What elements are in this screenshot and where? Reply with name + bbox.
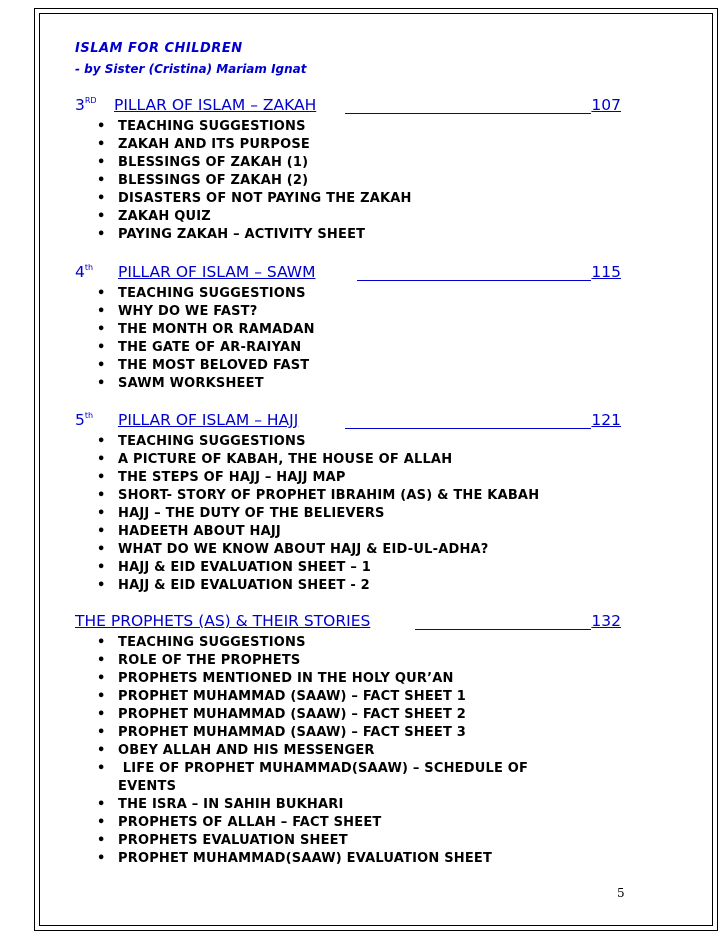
list-item: • HADEETH ABOUT HAJJ bbox=[97, 524, 281, 539]
list-item: • TEACHING SUGGESTIONS bbox=[97, 119, 306, 134]
list-item: • PROPHET MUHAMMAD (SAAW) – FACT SHEET 3 bbox=[97, 725, 467, 740]
section-title: PILLAR OF ISLAM – SAWM bbox=[118, 263, 316, 281]
leader-line bbox=[345, 113, 591, 114]
document-author: - by Sister (Cristina) Mariam Ignat bbox=[75, 62, 307, 76]
list-item: • BLESSINGS OF ZAKAH (2) bbox=[97, 173, 309, 188]
section-zakah bbox=[75, 96, 621, 244]
section-prophets bbox=[75, 612, 621, 868]
list-item: • TEACHING SUGGESTIONS bbox=[97, 286, 306, 301]
list-item: • PROPHETS EVALUATION SHEET bbox=[97, 833, 348, 848]
list-item: • SHORT- STORY OF PROPHET IBRAHIM (AS) & THE KABAH bbox=[97, 488, 540, 503]
list-item: • THE ISRA – IN SAHIH BUKHARI bbox=[97, 797, 344, 812]
section-number: 5th bbox=[75, 411, 94, 429]
list-item: • LIFE OF PROPHET MUHAMMAD(SAAW) – SCHEDULE OF EVENTS bbox=[97, 761, 533, 794]
section-hajj bbox=[75, 411, 621, 595]
list-item: • THE MONTH OR RAMADAN bbox=[97, 322, 315, 337]
list-item: • THE GATE OF AR-RAIYAN bbox=[97, 340, 302, 355]
list-item: • HAJJ – THE DUTY OF THE BELIEVERS bbox=[97, 506, 385, 521]
section-number: 4th bbox=[75, 263, 94, 281]
list-item: • TEACHING SUGGESTIONS bbox=[97, 635, 306, 650]
section-page-number: 132 bbox=[591, 612, 621, 630]
list-item: • ROLE OF THE PROPHETS bbox=[97, 653, 301, 668]
section-items bbox=[75, 433, 621, 595]
list-item: • PROPHETS MENTIONED IN THE HOLY QUR’AN bbox=[97, 671, 454, 686]
section-heading bbox=[75, 411, 621, 433]
section-number: 3RD bbox=[75, 96, 97, 114]
document-title: ISLAM FOR CHILDREN bbox=[75, 41, 243, 56]
list-item: • DISASTERS OF NOT PAYING THE ZAKAH bbox=[97, 191, 412, 206]
list-item: • ZAKAH AND ITS PURPOSE bbox=[97, 137, 310, 152]
section-title: PILLAR OF ISLAM – HAJJ bbox=[118, 411, 299, 429]
list-item: • PROPHET MUHAMMAD (SAAW) – FACT SHEET 2 bbox=[97, 707, 467, 722]
leader-line bbox=[357, 280, 591, 281]
section-items bbox=[75, 118, 621, 244]
list-item: • A PICTURE OF KABAH, THE HOUSE OF ALLAH bbox=[97, 452, 453, 467]
section-items bbox=[75, 634, 621, 868]
section-items bbox=[75, 285, 621, 393]
leader-line bbox=[345, 428, 591, 429]
list-item: • BLESSINGS OF ZAKAH (1) bbox=[97, 155, 309, 170]
list-item: • PROPHET MUHAMMAD(SAAW) EVALUATION SHEET bbox=[97, 851, 493, 866]
list-item: • TEACHING SUGGESTIONS bbox=[97, 434, 306, 449]
section-heading bbox=[75, 612, 621, 634]
list-item: • PROPHET MUHAMMAD (SAAW) – FACT SHEET 1 bbox=[97, 689, 467, 704]
list-item: • HAJJ & EID EVALUATION SHEET - 2 bbox=[97, 578, 370, 593]
section-heading bbox=[75, 96, 621, 118]
list-item: • THE STEPS OF HAJJ – HAJJ MAP bbox=[97, 470, 346, 485]
leader-line bbox=[415, 629, 591, 630]
list-item: • WHY DO WE FAST? bbox=[97, 304, 258, 319]
section-title: PILLAR OF ISLAM – ZAKAH bbox=[114, 96, 317, 114]
list-item: • WHAT DO WE KNOW ABOUT HAJJ & EID-UL-ADHA? bbox=[97, 542, 489, 557]
section-title: THE PROPHETS (AS) & THEIR STORIES bbox=[75, 612, 371, 630]
list-item: • HAJJ & EID EVALUATION SHEET – 1 bbox=[97, 560, 372, 575]
list-item: • THE MOST BELOVED FAST bbox=[97, 358, 310, 373]
list-item: • OBEY ALLAH AND HIS MESSENGER bbox=[97, 743, 375, 758]
section-sawm bbox=[75, 263, 621, 393]
footer-page-number: 5 bbox=[617, 886, 625, 900]
section-heading bbox=[75, 263, 621, 285]
section-page-number: 121 bbox=[591, 411, 621, 429]
section-page-number: 115 bbox=[591, 263, 621, 281]
list-item: • ZAKAH QUIZ bbox=[97, 209, 211, 224]
section-page-number: 107 bbox=[591, 96, 621, 114]
list-item: • PAYING ZAKAH – ACTIVITY SHEET bbox=[97, 227, 366, 242]
list-item: • PROPHETS OF ALLAH – FACT SHEET bbox=[97, 815, 382, 830]
list-item: • SAWM WORKSHEET bbox=[97, 376, 264, 391]
